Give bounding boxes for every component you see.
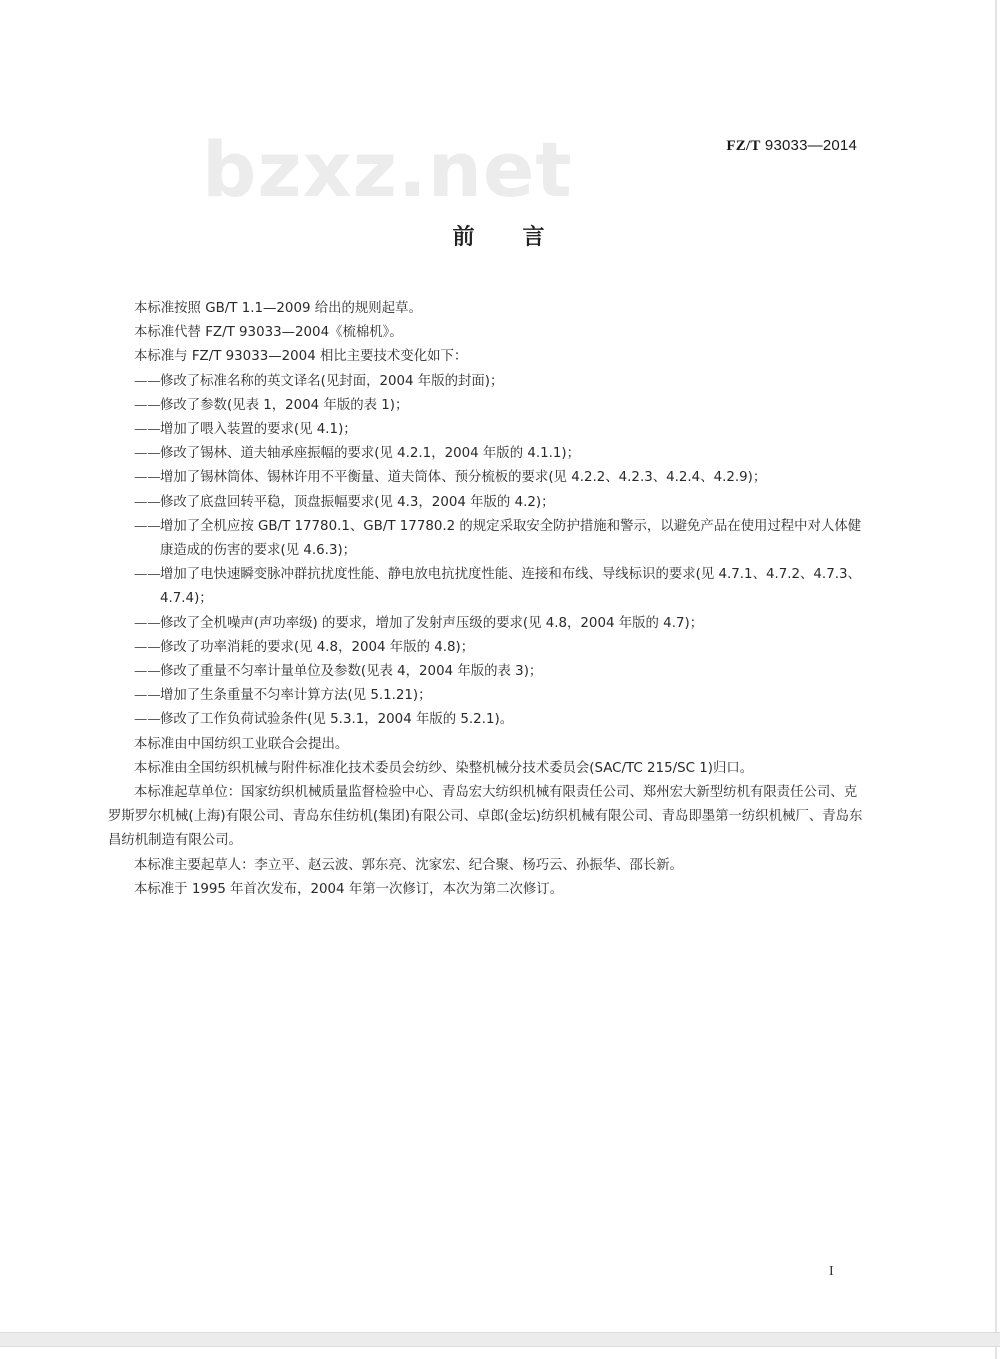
change-item: ——修改了工作负荷试验条件(见 5.3.1，2004 年版的 5.2.1)。 (108, 708, 868, 732)
next-page-edge (0, 1347, 997, 1359)
change-item: ——修改了全机噪声(声功率级) 的要求，增加了发射声压级的要求(见 4.8，2004 年版的 4.7)； (108, 612, 868, 636)
change-item: ——修改了锡林、道夫轴承座振幅的要求(见 4.2.1，2004 年版的 4.1.1)； (108, 442, 868, 466)
page-title: 前言 (452, 225, 593, 250)
dash-marker: —— (134, 567, 161, 583)
change-item: ——增加了全机应按 GB/T 17780.1、GB/T 17780.2 的规定采取安全防护措施和警示，以避免产品在使用过程中对人体健康造成的伤害的要求(见 4.6.3)； (108, 515, 868, 563)
intro-paragraph: 本标准代替 FZ/T 93033—2004《梳棉机》。 (134, 325, 403, 341)
dash-marker: —— (134, 446, 161, 462)
change-item: ——增加了锡林筒体、锡林许用不平衡量、道夫筒体、预分梳板的要求(见 4.2.2、4.2.3、4.2.4、4.2.9)； (108, 466, 868, 490)
history-paragraph: 本标准于 1995 年首次发布，2004 年第一次修订，本次为第二次修订。 (134, 881, 564, 897)
intro-paragraph: 本标准按照 GB/T 1.1—2009 给出的规则起草。 (134, 301, 422, 316)
dash-marker: —— (134, 518, 161, 534)
change-item: ——修改了标准名称的英文译名(见封面，2004 年版的封面)； (108, 370, 868, 394)
dash-marker: —— (134, 615, 161, 631)
dash-marker: —— (134, 397, 161, 413)
watermark: bzxz.net (202, 125, 573, 214)
change-item: ——增加了生条重量不匀率计算方法(见 5.1.21)； (108, 684, 868, 708)
dash-marker: —— (134, 688, 161, 704)
standard-code (726, 137, 857, 155)
change-item: ——修改了底盘回转平稳，顶盘振幅要求(见 4.3，2004 年版的 4.2)； (108, 491, 868, 515)
change-item: ——增加了喂入装置的要求(见 4.1)； (108, 418, 868, 442)
page-number: I (829, 1264, 834, 1279)
change-item: ——修改了重量不匀率计量单位及参数(见表 4，2004 年版的表 3)； (108, 660, 868, 684)
dash-marker: —— (134, 422, 161, 438)
standard-prefix: FZ/T (726, 138, 761, 154)
proposer-paragraph: 本标准由中国纺织工业联合会提出。 (134, 736, 349, 752)
dash-marker: —— (134, 494, 161, 510)
change-item: ——增加了电快速瞬变脉冲群抗扰度性能、静电放电抗扰度性能、连接和布线、导线标识的要求(见 4.7.1、4.7.2、4.7.3、4.7.4)； (108, 563, 868, 611)
drafting-units-paragraph: 本标准起草单位：国家纺织机械质量监督检验中心、青岛宏大纺织机械有限责任公司、郑州宏大新型纺机有限责任公司、克罗斯罗尔机械(上海)有限公司、青岛东佳纺机(集团)有限公司、卓郎(金坛)纺织机械有限公司、青岛即墨第一纺织机械厂、青岛东昌纺机制造有限公司。 (108, 785, 863, 849)
dash-marker: —— (134, 373, 161, 389)
dash-marker: —— (134, 712, 161, 728)
intro-paragraph: 本标准与 FZ/T 93033—2004 相比主要技术变化如下： (134, 349, 468, 365)
change-item: ——修改了参数(见表 1，2004 年版的表 1)； (108, 394, 868, 418)
page-separator (0, 1332, 1000, 1347)
dash-marker: —— (134, 664, 161, 680)
change-item: ——修改了功率消耗的要求(见 4.8，2004 年版的 4.8)； (108, 636, 868, 660)
drafters-paragraph: 本标准主要起草人：李立平、赵云波、郭东亮、沈家宏、纪合聚、杨巧云、孙振华、邵长新。 (134, 857, 684, 873)
standard-number: 93033—2014 (764, 137, 857, 154)
committee-paragraph: 本标准由全国纺织机械与附件标准化技术委员会纺纱、染整机械分技术委员会(SAC/TC 215/SC 1)归口。 (134, 760, 754, 776)
dash-marker: —— (134, 639, 161, 655)
dash-marker: —— (134, 470, 161, 486)
foreword-body (108, 297, 868, 902)
